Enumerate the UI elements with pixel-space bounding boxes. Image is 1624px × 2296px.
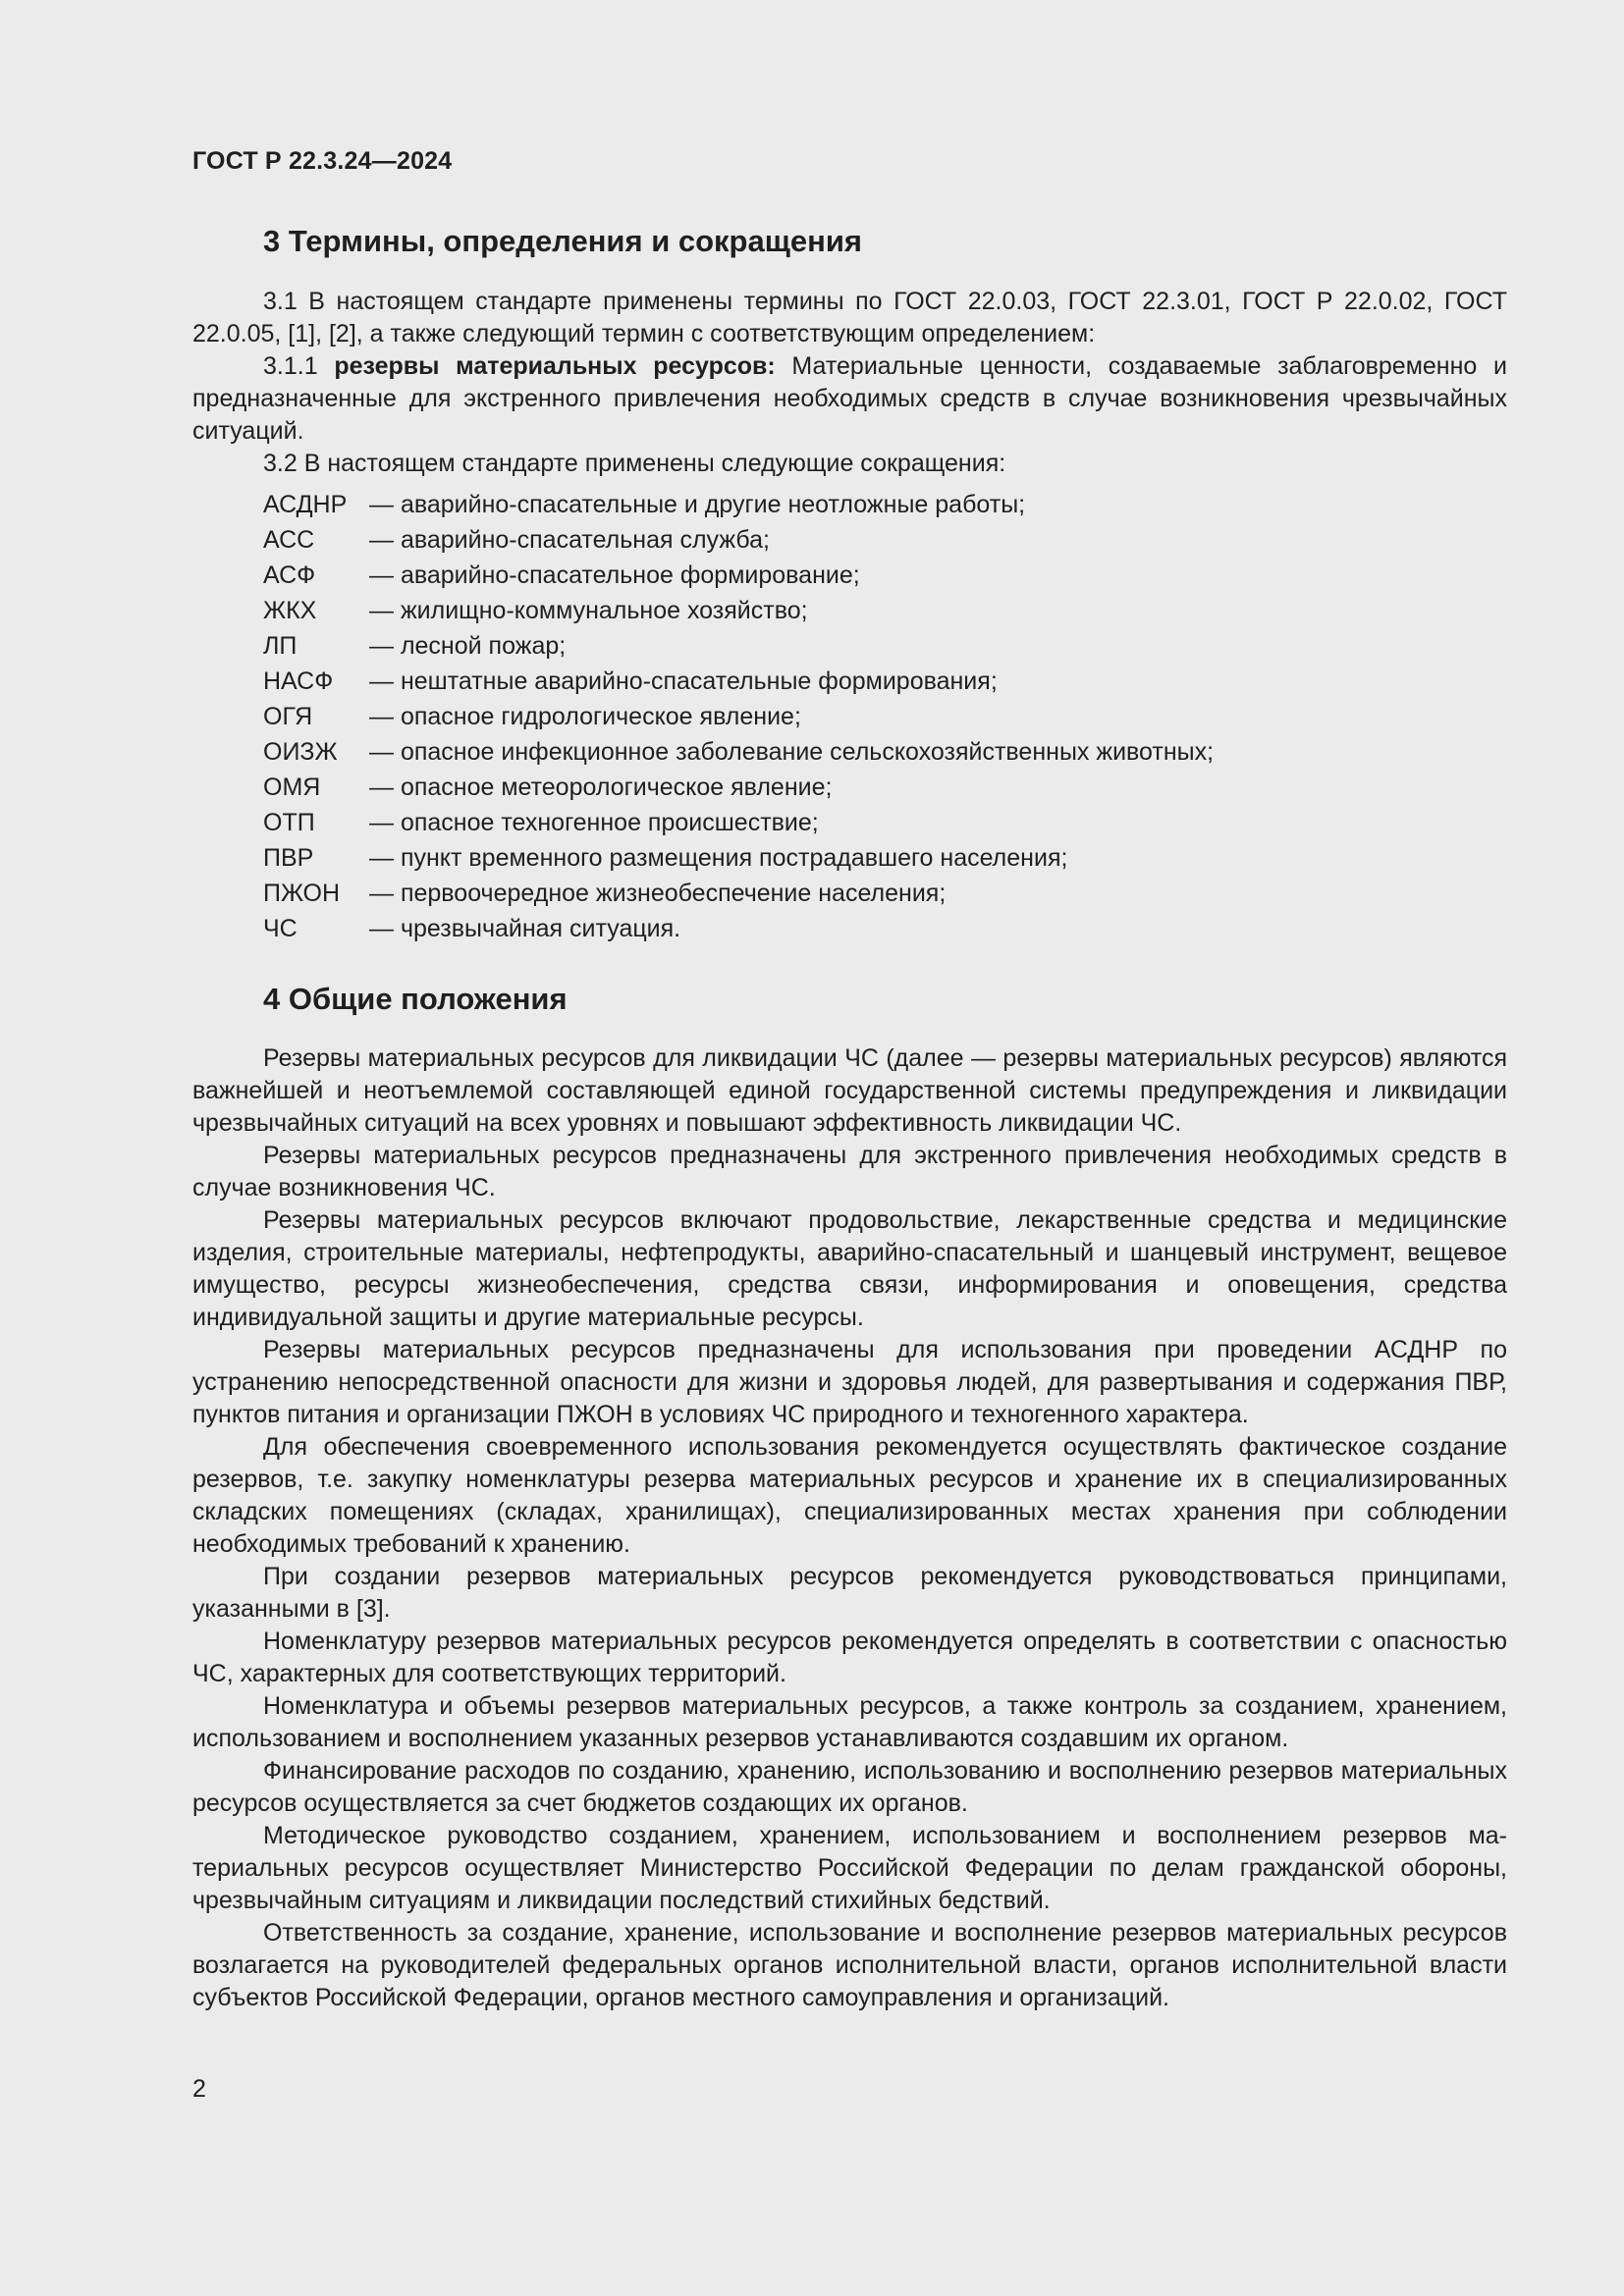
- abbreviation-meaning: — аварийно-спасательное формирование;: [369, 561, 860, 589]
- abbreviation-term: ПВР: [263, 844, 314, 872]
- abbreviation-meaning: — жилищно-коммунальное хозяйство;: [369, 597, 808, 624]
- abbreviation-row: [263, 699, 1507, 734]
- abbreviation-term: ЛП: [263, 632, 298, 660]
- term-number: 3.1.1: [263, 352, 335, 380]
- abbreviation-term: ОМЯ: [263, 774, 321, 801]
- abbreviation-row: [263, 734, 1507, 770]
- paragraph-3-2: 3.2 В настоящем стандарте применены следующие сокращения:: [263, 450, 1006, 477]
- abbreviation-term: ЧС: [263, 915, 298, 942]
- section-3-title: 3 Термины, определения и сокращения: [263, 224, 862, 258]
- abbreviation-row: [263, 628, 1507, 664]
- abbreviation-meaning: — опасное метеорологическое явление;: [369, 774, 833, 801]
- abbreviation-term: АСС: [263, 526, 315, 554]
- abbreviation-meaning: — опасное гидрологическое явление;: [369, 703, 801, 730]
- section-4-paragraph: Номенклатуру резервов материальных ресурсов рекомендуется определять в соответствии с опасностью ЧС, характерных для соответствующих территорий.: [192, 1628, 1507, 1687]
- abbreviation-term: ОИЗЖ: [263, 738, 338, 766]
- section-4-paragraph: Ответственность за создание, хранение, использование и восполнение резервов материальных ресурсов возлагается на руководителей федеральных органов исполнительной власти, органов исполнительной власти субъектов Российской Федерации, органов местного самоуправления и организаций.: [192, 1919, 1507, 2011]
- abbreviation-row: [263, 593, 1507, 628]
- abbreviation-row: [263, 876, 1507, 911]
- term-name: резервы материальных ресурсов:: [334, 352, 776, 380]
- abbreviation-term: ОТП: [263, 809, 315, 836]
- section-4-paragraph: Резервы материальных ресурсов для ликвидации ЧС (далее — резервы материальных ресурсов) являются важнейшей и неотъемлемой составляющей единой государственной системы предупреждения и ликвидации чрезвычайных ситуаций на всех уровнях и повышают эффективность ликвидации ЧС.: [192, 1044, 1507, 1137]
- abbreviation-row: [263, 487, 1507, 522]
- abbreviation-row: [263, 805, 1507, 840]
- document-id-header: ГОСТ Р 22.3.24—2024: [192, 147, 453, 175]
- abbreviation-meaning: — опасное инфекционное заболевание сельскохозяйственных животных;: [369, 738, 1215, 766]
- abbreviation-term: АСДНР: [263, 491, 348, 518]
- section-4-title: 4 Общие положения: [263, 982, 568, 1016]
- abbreviation-meaning: — чрезвычайная ситуация.: [369, 915, 681, 942]
- section-4-paragraph: Резервы материальных ресурсов включают продовольствие, лекарственные средства и медицинские изделия, строительные материалы, нефтепродукты, аварийно-спасательный и шанцевый инструмент, вещевое имущество, ресурсы жизнеобеспечения, средства связи, информирования и оповещения, средства индивидуальной защиты и другие материальные ресурсы.: [192, 1206, 1507, 1331]
- section-4-paragraph: Номенклатура и объемы резервов материальных ресурсов, а также контроль за созданием, хранением, использованием и восполнением указанных резервов устанавливаются создавшим их органом.: [192, 1692, 1507, 1752]
- abbreviation-meaning: — пункт временного размещения пострадавшего населения;: [369, 844, 1068, 872]
- abbreviation-row: [263, 558, 1507, 593]
- abbreviation-meaning: — опасное техногенное происшествие;: [369, 809, 819, 836]
- abbreviation-row: [263, 664, 1507, 699]
- abbreviation-row: [263, 770, 1507, 805]
- section-4-paragraph: При создании резервов материальных ресурсов рекомендуется руководствоваться принципами, указанными в [3].: [192, 1563, 1507, 1623]
- section-4-paragraph: Методическое руководство созданием, хранением, использованием и восполнением резервов материальных ресурсов осуществляет Министерство Российской Федерации по делам гражданской обороны, чрезвычайным ситуациям и ликвидации последствий стихийных бедствий.: [192, 1822, 1507, 1914]
- abbreviation-term: ПЖОН: [263, 880, 341, 907]
- abbreviation-meaning: — лесной пожар;: [369, 632, 567, 660]
- abbreviation-meaning: — первоочередное жизнеобеспечение населения;: [369, 880, 947, 907]
- abbreviation-term: ЖКХ: [263, 597, 317, 624]
- abbreviation-meaning: — аварийно-спасательные и другие неотложные работы;: [369, 491, 1026, 518]
- section-4-paragraph: Резервы материальных ресурсов предназначены для использования при проведении АСДНР по устранению непосредственной опасности для жизни и здоровья людей, для развертывания и содержания ПВР, пунктов питания и организации ПЖОН в условиях ЧС природного и техногенного характера.: [192, 1336, 1507, 1428]
- abbreviation-term: ОГЯ: [263, 703, 313, 730]
- abbreviation-list: [263, 487, 1507, 946]
- abbreviation-meaning: — нештатные аварийно-спасательные формирования;: [369, 667, 998, 695]
- abbreviation-term: АСФ: [263, 561, 316, 589]
- term-definition: Материальные ценности, создаваемые заблаговременно и предназначенные для экстренного привлечения необходимых средств в случае возникновения чрезвычайных ситуаций.: [192, 352, 1507, 445]
- section-4-body: [192, 1042, 1507, 2014]
- section-3-body: [192, 286, 1507, 480]
- page-number: 2: [192, 2075, 206, 2103]
- abbreviation-row: [263, 522, 1507, 558]
- paragraph-3-1-1: [192, 350, 1507, 448]
- abbreviation-term: НАСФ: [263, 667, 334, 695]
- abbreviation-row: [263, 840, 1507, 876]
- section-4-paragraph: Резервы материальных ресурсов предназначены для экстренного привлечения необходимых средств в случае возникновения ЧС.: [192, 1142, 1507, 1201]
- section-4-paragraph: Финансирование расходов по созданию, хранению, использованию и восполнению резервов материальных ресурсов осуществляется за счет бюджетов создающих их органов.: [192, 1757, 1507, 1817]
- abbreviation-meaning: — аварийно-спасательная служба;: [369, 526, 770, 554]
- abbreviation-row: [263, 911, 1507, 946]
- paragraph-3-1: 3.1 В настоящем стандарте применены термины по ГОСТ 22.0.03, ГОСТ 22.3.01, ГОСТ Р 22.0.02, ГОСТ 22.0.05, [1], [2], а также следующий термин с соответствующим определением:: [192, 288, 1507, 347]
- section-4-paragraph: Для обеспечения своевременного использования рекомендуется осуществлять фактическое создание резервов, т.е. закупку номенклатуры резерва материальных ресурсов и хранение их в специализированных складских помещениях (складах, хранилищах), специализированных местах хранения при соблюдении необходимых требований к хранению.: [192, 1433, 1507, 1558]
